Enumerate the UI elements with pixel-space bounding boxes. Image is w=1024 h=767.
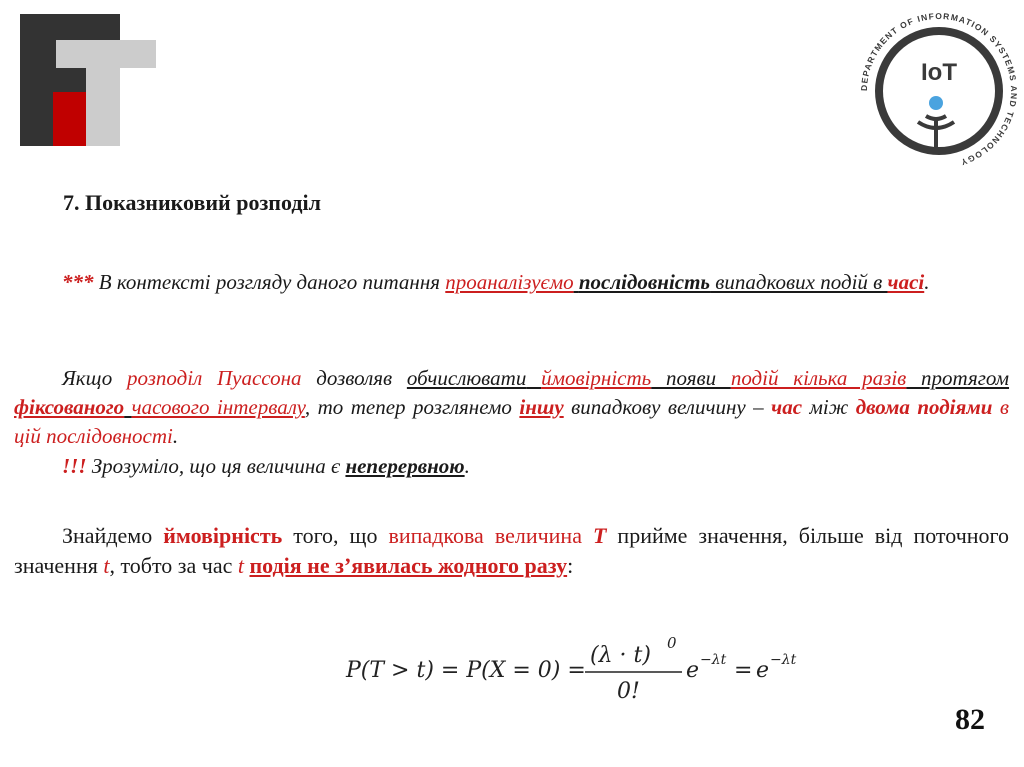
p1-sequence: послідовність [578, 270, 711, 294]
p4-during-time: , тобто за час [109, 553, 238, 578]
paragraph-4 [14, 521, 1009, 581]
page-number: 82 [955, 703, 985, 736]
p2-in-sequence: в цій послідовності [14, 395, 1010, 448]
p2-random-var: випадкову величину – [563, 395, 772, 419]
formula-lhs: P(T > t) = P(X = 0) = [346, 658, 586, 683]
p2-fixed: фіксованого [14, 395, 125, 419]
formula-e1-exp: −λt [700, 652, 727, 668]
p2-during: протягом [906, 366, 1010, 390]
p2-poisson: розподіл Пуассона [126, 366, 302, 390]
p2-space3 [992, 395, 999, 419]
iot-ring-text: DEPARTMENT OF INFORMATION SYSTEMS AND TECHNOLOGY [858, 10, 1020, 168]
p2-now: , то тепер розглянемо [304, 395, 520, 419]
p2-other: іншу [519, 395, 564, 419]
p2-two-events: двома подіями [855, 395, 993, 419]
formula-e1: e [686, 658, 700, 683]
formula-numerator-exp: 0 [667, 634, 677, 652]
p1-stars: *** [62, 270, 94, 294]
p4-t1: t [103, 553, 110, 578]
p4-that: того, що [282, 523, 389, 548]
formula-eq: = [734, 658, 753, 683]
p1-events: випадкових подій в [710, 270, 888, 294]
p4-colon: : [567, 553, 574, 578]
p4-find: Знайдемо [62, 523, 164, 548]
ft-logo [20, 14, 156, 146]
formula-e2: e [756, 658, 770, 683]
paragraph-3 [14, 452, 1009, 481]
p3-text: Зрозуміло, що ця величина є [86, 454, 346, 478]
p2-appearance: появи [651, 366, 731, 390]
p2-allowed: дозволяв [301, 366, 407, 390]
p3-continuous: неперервною [345, 454, 465, 478]
formula-e2-exp: −λt [770, 652, 797, 668]
p4-t2: t [237, 553, 244, 578]
p2-period: . [172, 424, 179, 448]
p2-probability: ймовірність [541, 366, 652, 390]
p3-period: . [464, 454, 470, 478]
p4-takes-value: прийме значення, більше від поточного значення [14, 523, 1010, 578]
p2-events-times: подій кілька разів [730, 366, 907, 390]
p4-T: T [592, 523, 607, 548]
p3-exclaim: !!! [62, 454, 87, 478]
p1-time: часі [887, 270, 925, 294]
p4-probability: ймовірність [163, 523, 283, 548]
p1-text: В контексті розгляду даного питання [93, 270, 446, 294]
exponential-formula [342, 626, 802, 706]
iot-label: IoT [921, 59, 957, 86]
p4-random-var: випадкова величина [388, 523, 593, 548]
formula-denominator: 0! [617, 679, 640, 704]
p4-no-event: подія не з’явилась жодного разу [249, 553, 568, 578]
formula-numerator: (λ · t) [590, 643, 651, 668]
iot-department-logo [858, 10, 1020, 172]
paragraph-1 [14, 268, 1009, 297]
p2-space [526, 366, 541, 390]
section-heading: 7. Показниковий розподіл [63, 190, 321, 215]
p2-time: час [771, 395, 803, 419]
p2-between: між [802, 395, 856, 419]
p2-interval: часового інтервалу [131, 395, 305, 419]
p2-compute: обчислювати [406, 366, 527, 390]
paragraph-2 [14, 364, 1009, 451]
p1-period: . [924, 270, 930, 294]
p2-if: Якщо [62, 366, 127, 390]
p1-analyze: проаналізуємо [445, 270, 574, 294]
p2-space2 [124, 395, 131, 419]
